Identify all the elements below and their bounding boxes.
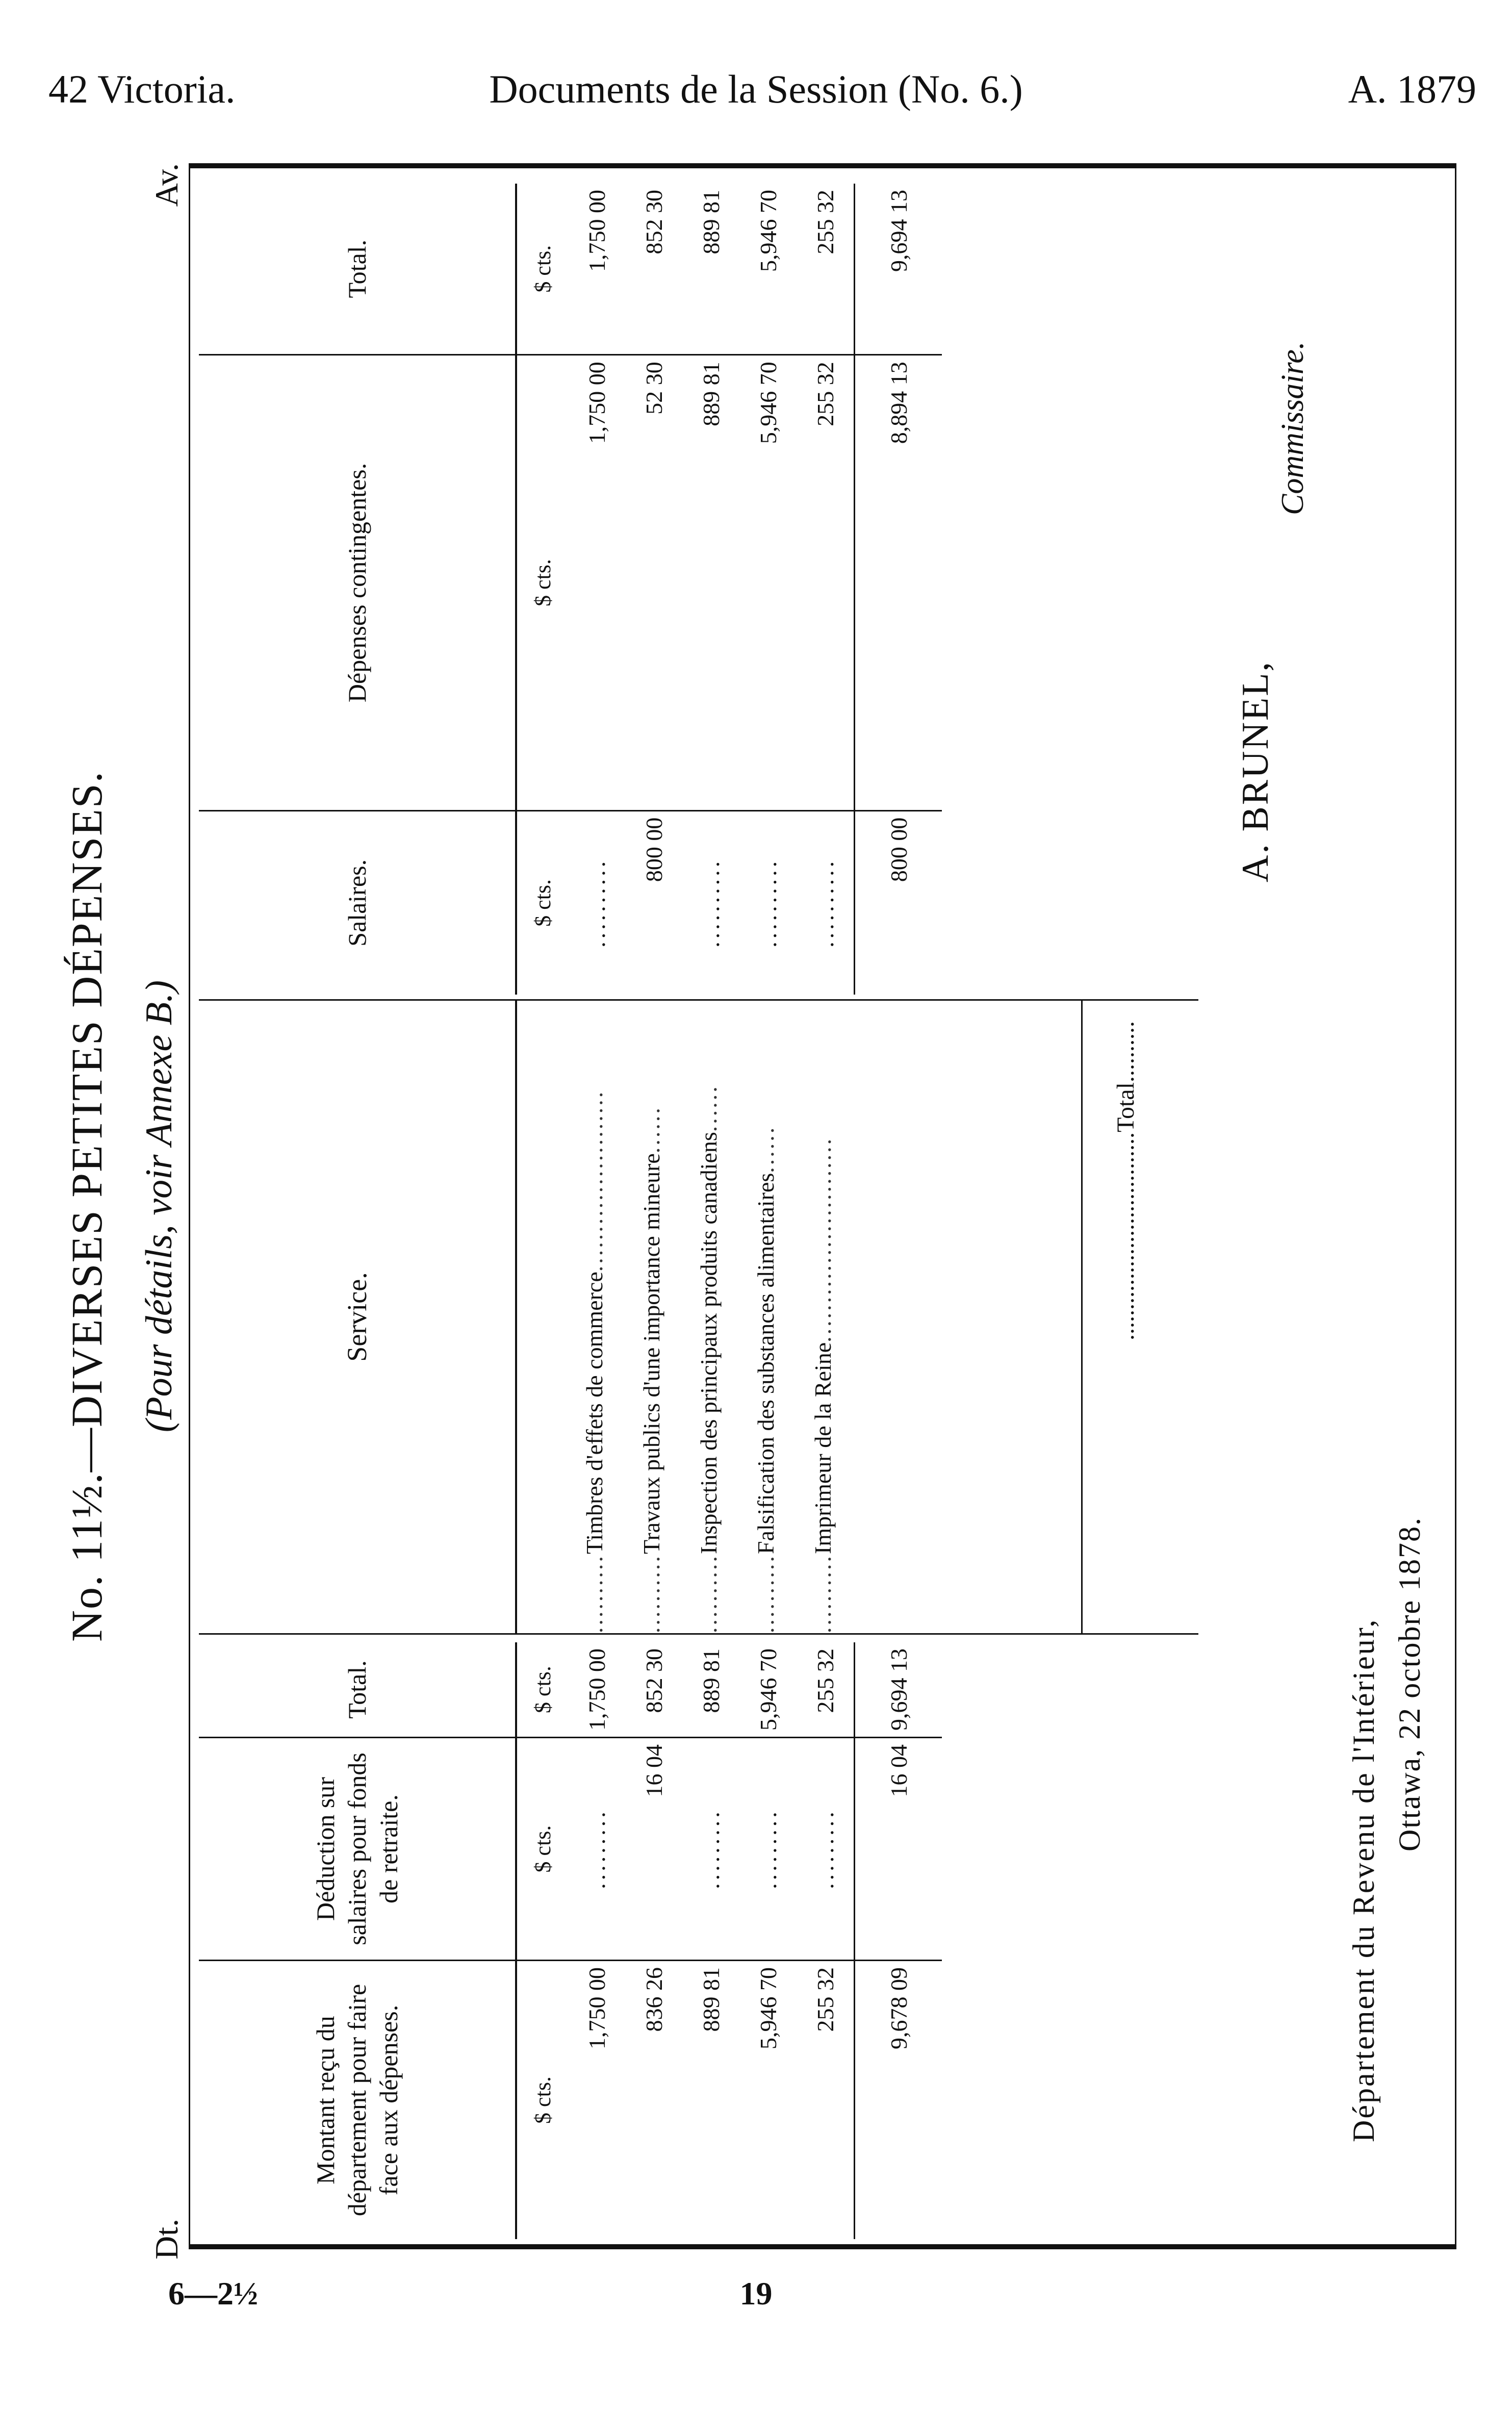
dot-leader: ......: [696, 1084, 722, 1132]
table-cell: 255 32: [812, 190, 838, 255]
unit-cell: $ cts.: [530, 245, 555, 293]
credit-label: Av.: [148, 163, 185, 207]
running-head-left: 42 Victoria.: [48, 67, 236, 111]
table-cell: 5,946 70: [755, 1648, 781, 1731]
service-label: Inspection des principaux produits canadiens: [696, 1132, 722, 1554]
column-header: Total.: [199, 1642, 516, 1738]
total-row: [855, 184, 942, 995]
dot-leader: ..........: [810, 1554, 836, 1633]
table-cell: .........: [682, 1738, 739, 1961]
signature-mark: 6—2½: [168, 2275, 258, 2312]
document-subtitle: (Pour détails, voir Annexe B.): [138, 980, 180, 1433]
table-cell: 889 81: [698, 190, 724, 255]
dot-leader: ..........: [638, 1554, 664, 1633]
table-cell: 889 81: [682, 355, 739, 810]
table-cell: .........: [797, 1738, 855, 1961]
column-header: Déduction sur salaires pour fonds de retraite.: [199, 1738, 516, 1961]
table-cell: ..........: [739, 810, 797, 995]
table-cell: 800 00: [625, 810, 682, 995]
total-cell: 16 04: [855, 1738, 942, 1961]
unit-cell: $ cts.: [516, 355, 568, 810]
running-head-title: Documents de la Session (No. 6.): [489, 67, 1023, 111]
table-cell: .........: [568, 1738, 625, 1961]
service-row: [566, 1001, 623, 1633]
table-cell: 255 32: [812, 1648, 838, 1713]
table-cell: ..........: [682, 810, 739, 995]
service-row: [737, 1001, 795, 1633]
table-cell: 5,946 70: [755, 190, 781, 272]
dot-leader: ..........: [696, 1554, 722, 1633]
table-row: [739, 1642, 797, 2239]
table-cell: ..........: [797, 810, 855, 995]
signatory-title: Commissaire.: [1275, 341, 1310, 515]
dot-leader: .......................: [581, 1089, 607, 1272]
department-line: Département du Revenu de l'Intérieur,: [1347, 1618, 1380, 2142]
table-row: [568, 1642, 625, 2239]
unit-cell: $ cts.: [516, 1960, 568, 2239]
column-header: Salaires.: [199, 810, 516, 995]
service-label: Imprimeur de la Reine: [810, 1342, 836, 1554]
service-column: [199, 999, 1198, 1635]
table-row: [739, 184, 797, 995]
service-total: [1081, 1001, 1168, 1633]
debit-table: [199, 1642, 942, 2239]
column-header: Total.: [199, 184, 516, 355]
column-header: Montant reçu du département pour faire face aux dépenses.: [199, 1960, 516, 2239]
table-cell: 852 30: [640, 190, 667, 255]
table-row: [625, 1642, 682, 2239]
column-header: Dépenses contingentes.: [199, 355, 516, 810]
document-title: No. 11½.—DIVERSES PETITES DÉPENSES.: [62, 770, 111, 1642]
table-cell: 1,750 00: [568, 1960, 625, 2239]
dot-leader: ......: [638, 1106, 664, 1154]
total-cell: 9,678 09: [855, 1960, 942, 2239]
table-row: [797, 184, 855, 995]
table-cell: 16 04: [625, 1738, 682, 1961]
dot-leader: ......: [753, 1125, 779, 1173]
service-label: Travaux publics d'une importance mineure: [638, 1153, 664, 1554]
dot-leader: ..........: [1112, 1021, 1139, 1082]
table-cell: 52 30: [625, 355, 682, 810]
service-label: Falsification des substances alimentaires: [753, 1173, 779, 1554]
debit-label: Dt.: [148, 2219, 185, 2259]
table-cell: 255 32: [797, 355, 855, 810]
total-cell: 8,894 13: [855, 355, 942, 810]
total-row: [855, 1642, 942, 2239]
unit-cell: $ cts.: [516, 1738, 568, 1961]
table-cell: 5,946 70: [739, 355, 797, 810]
service-total-label: Total: [1112, 1082, 1139, 1132]
table-cell: 852 30: [640, 1648, 667, 1713]
dot-leader: ..........................: [810, 1136, 836, 1342]
service-row: [795, 1001, 852, 1633]
running-head-year: A. 1879: [1348, 67, 1476, 111]
table-cell: 889 81: [698, 1648, 724, 1713]
total-cell: 800 00: [855, 810, 942, 995]
table-row: [625, 184, 682, 995]
table-row: [682, 1642, 739, 2239]
table-row: [797, 1642, 855, 2239]
total-cell: 9,694 13: [855, 1642, 942, 1738]
table-cell: 1,750 00: [583, 190, 610, 272]
table-cell: ..........: [568, 810, 625, 995]
service-row: [680, 1001, 737, 1633]
table-cell: 5,946 70: [739, 1960, 797, 2239]
table-cell: 1,750 00: [583, 1648, 610, 1731]
dot-leader: ..................................: [1112, 1132, 1139, 1340]
table-row: [568, 184, 625, 995]
dot-leader: ..........: [753, 1554, 779, 1633]
total-cell: 9,694 13: [855, 184, 942, 355]
place-date-line: Ottawa, 22 octobre 1878.: [1393, 1516, 1426, 1851]
signatory-name: A. BRUNEL,: [1235, 661, 1276, 882]
table-cell: 836 26: [625, 1960, 682, 2239]
table-cell: 255 32: [797, 1960, 855, 2239]
dot-leader: ..........: [581, 1554, 607, 1633]
unit-cell: $ cts.: [516, 810, 568, 995]
unit-cell: $ cts.: [530, 1666, 555, 1713]
page-number: 19: [739, 2275, 773, 2312]
table-cell: .........: [739, 1738, 797, 1961]
rotated-page-body: [41, 153, 1479, 2259]
credit-table: [199, 184, 942, 995]
table-cell: 889 81: [682, 1960, 739, 2239]
table-cell: 1,750 00: [568, 355, 625, 810]
service-row: [623, 1001, 680, 1633]
table-row: [682, 184, 739, 995]
service-header: Service.: [199, 1001, 517, 1633]
service-label: Timbres d'effets de commerce: [581, 1272, 607, 1554]
